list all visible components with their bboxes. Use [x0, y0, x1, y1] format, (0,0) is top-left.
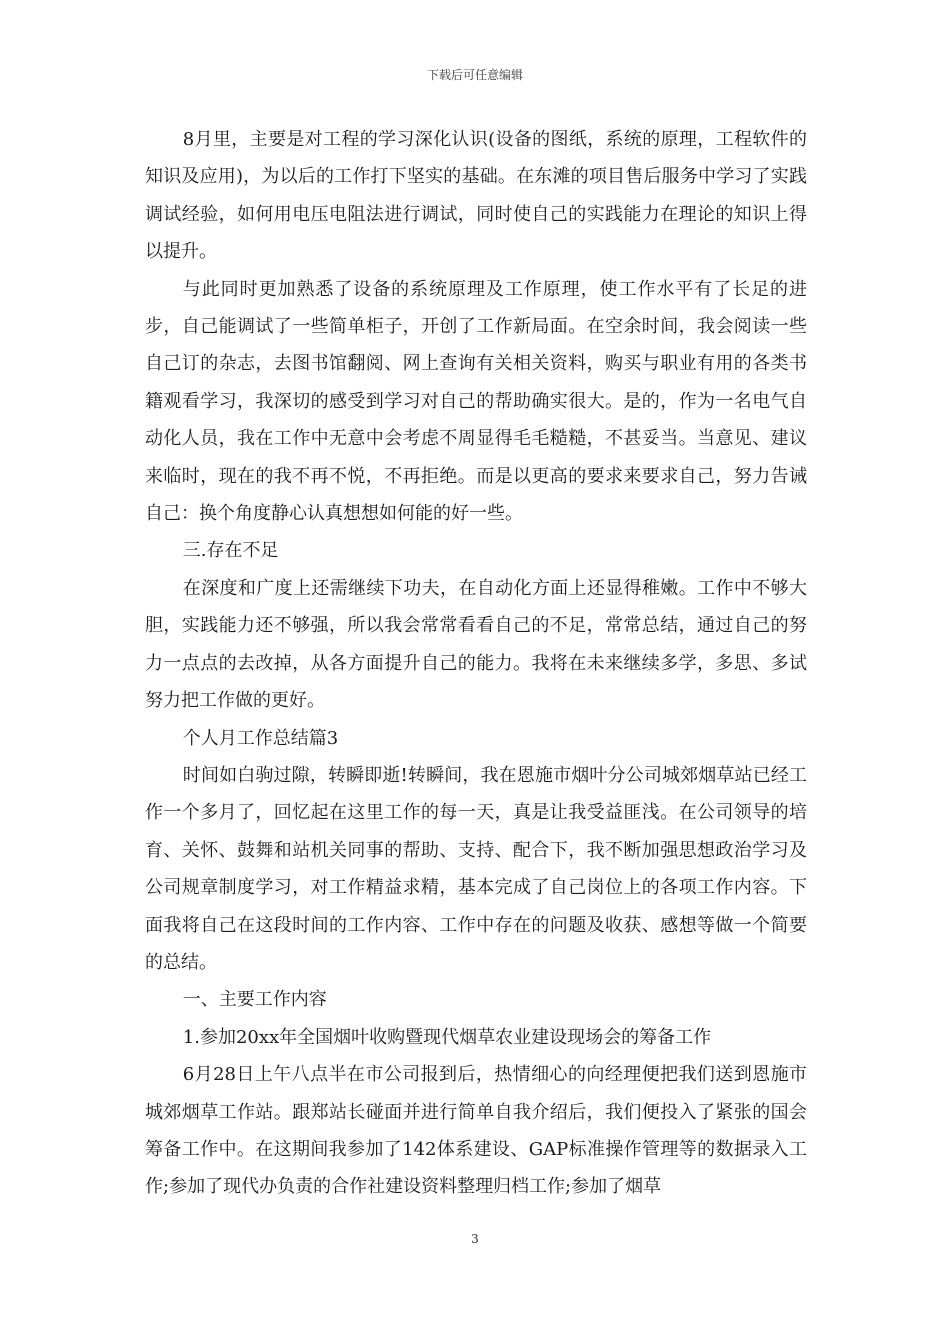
document-body — [145, 121, 807, 1206]
paragraph: 与此同时更加熟悉了设备的系统原理及工作原理，使工作水平有了长足的进步，自己能调试了一些简单柜子，开创了工作新局面。在空余时间，我会阅读一些自己订的杂志，去图书馆翻阅、网上查询有关相关资料，购买与职业有用的各类书籍观看学习，我深切的感受到学习对自己的帮助确实很大。是的，作为一名电气自动化人员，我在工作中无意中会考虑不周显得毛毛糙糙，不甚妥当。当意见、建议来临时，现在的我不再不悦，不再拒绝。而是以更高的要求来要求自己，努力告诫自己：换个角度静心认真想想如何能的好一些。 — [145, 278, 807, 525]
section-heading: 一、主要工作内容 — [182, 989, 327, 1011]
paragraph: 在深度和广度上还需继续下功夫，在自动化方面上还显得稚嫩。工作中不够大胆，实践能力还不够强，所以我会常常看看自己的不足，常常总结，通过自己的努力一点点的去改掉，从各方面提升自己的能力。我将在未来继续多学，多思、多试努力把工作做的更好。 — [145, 577, 807, 712]
paragraph: 8月里，主要是对工程的学习深化认识(设备的图纸，系统的原理，工程软件的知识及应用)，为以后的工作打下坚实的基础。在东滩的项目售后服务中学习了实践调试经验，如何用电压电阻法进行调试，同时使自己的实践能力在理论的知识上得以提升。 — [145, 129, 807, 263]
page-header: 下载后可任意编辑 — [426, 68, 523, 82]
subsection-heading: 1.参加20xx年全国烟叶收购暨现代烟草农业建设现场会的筹备工作 — [182, 1026, 712, 1048]
section-heading: 三.存在不足 — [182, 540, 279, 562]
page-number: 3 — [471, 1232, 479, 1246]
paragraph: 时间如白驹过隙，转瞬即逝!转瞬间，我在恩施市烟叶分公司城郊烟草站已经工作一个多月了，回忆起在这里工作的每一天，真是让我受益匪浅。在公司领导的培育、关怀、鼓舞和站机关同事的帮助、支持、配合下，我不断加强思想政治学习及公司规章制度学习，对工作精益求精，基本完成了自己岗位上的各项工作内容。下面我将自己在这段时间的工作内容、工作中存在的问题及收获、感想等做一个简要的总结。 — [145, 764, 807, 973]
article-title: 个人月工作总结篇3 — [182, 727, 339, 749]
paragraph: 6月28日上午八点半在市公司报到后，热情细心的向经理便把我们送到恩施市城郊烟草工作站。跟郑站长碰面并进行简单自我介绍后，我们便投入了紧张的国会筹备工作中。在这期间我参加了142体系建设、GAP标准操作管理等的数据录入工作;参加了现代办负责的合作社建设资料整理归档工作;参加了烟草 — [145, 1064, 807, 1198]
